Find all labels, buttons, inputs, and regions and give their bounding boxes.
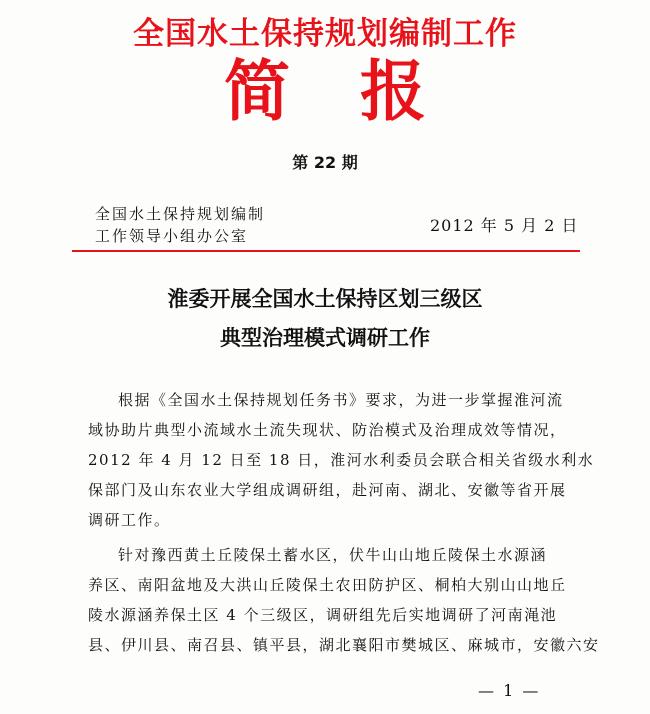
- issue-number: 第 22 期: [292, 153, 358, 172]
- article-title-line-1: 淮委开展全国水土保持区划三级区: [167, 287, 483, 311]
- issuing-office: [95, 203, 265, 247]
- paragraph-line: 2012 年 4 月 12 日至 18 日，淮河水利委员会联合相关省级水利水: [88, 451, 595, 469]
- issue-date: 2012 年 5 月 2 日: [430, 216, 579, 235]
- paragraph-line: 县、伊川县、南召县、镇平县，湖北襄阳市樊城区、麻城市，安徽六安: [88, 636, 600, 654]
- masthead-char-bao: 报: [360, 53, 426, 130]
- paragraph-line: 调研工作。: [88, 511, 171, 529]
- paragraph-line: 根据《全国水土保持规划任务书》要求，为进一步掌握淮河流: [118, 391, 564, 409]
- paragraph-line: 保部门及山东农业大学组成调研组，赴河南、湖北、安徽等省开展: [88, 481, 567, 499]
- masthead-char-jian: 简: [224, 53, 290, 130]
- paragraph-1: [88, 385, 595, 535]
- red-divider-rule: [72, 250, 580, 252]
- masthead-title: 全国水土保持规划编制工作: [133, 16, 517, 52]
- page-number: — 1 —: [478, 681, 541, 700]
- paragraph-line: 陵水源涵养保土区 4 个三级区，调研组先后实地调研了河南渑池: [88, 606, 558, 624]
- article-title: [0, 280, 650, 358]
- paragraph-line: 养区、南阳盆地及大洪山丘陵保土农田防护区、桐柏大别山山地丘: [88, 576, 567, 594]
- paragraph-line: 域协助片典型小流域水土流失现状、防治模式及治理成效等情况，: [88, 421, 567, 439]
- masthead-bulletin-heading: [0, 52, 650, 132]
- article-title-line-2: 典型治理模式调研工作: [220, 326, 430, 350]
- paragraph-2: [88, 540, 600, 660]
- paragraph-line: 针对豫西黄土丘陵保土蓄水区，伏牛山山地丘陵保土水源涵: [118, 546, 548, 564]
- office-line-2: 工作领导小组办公室: [95, 227, 249, 245]
- office-line-1: 全国水土保持规划编制: [95, 205, 266, 223]
